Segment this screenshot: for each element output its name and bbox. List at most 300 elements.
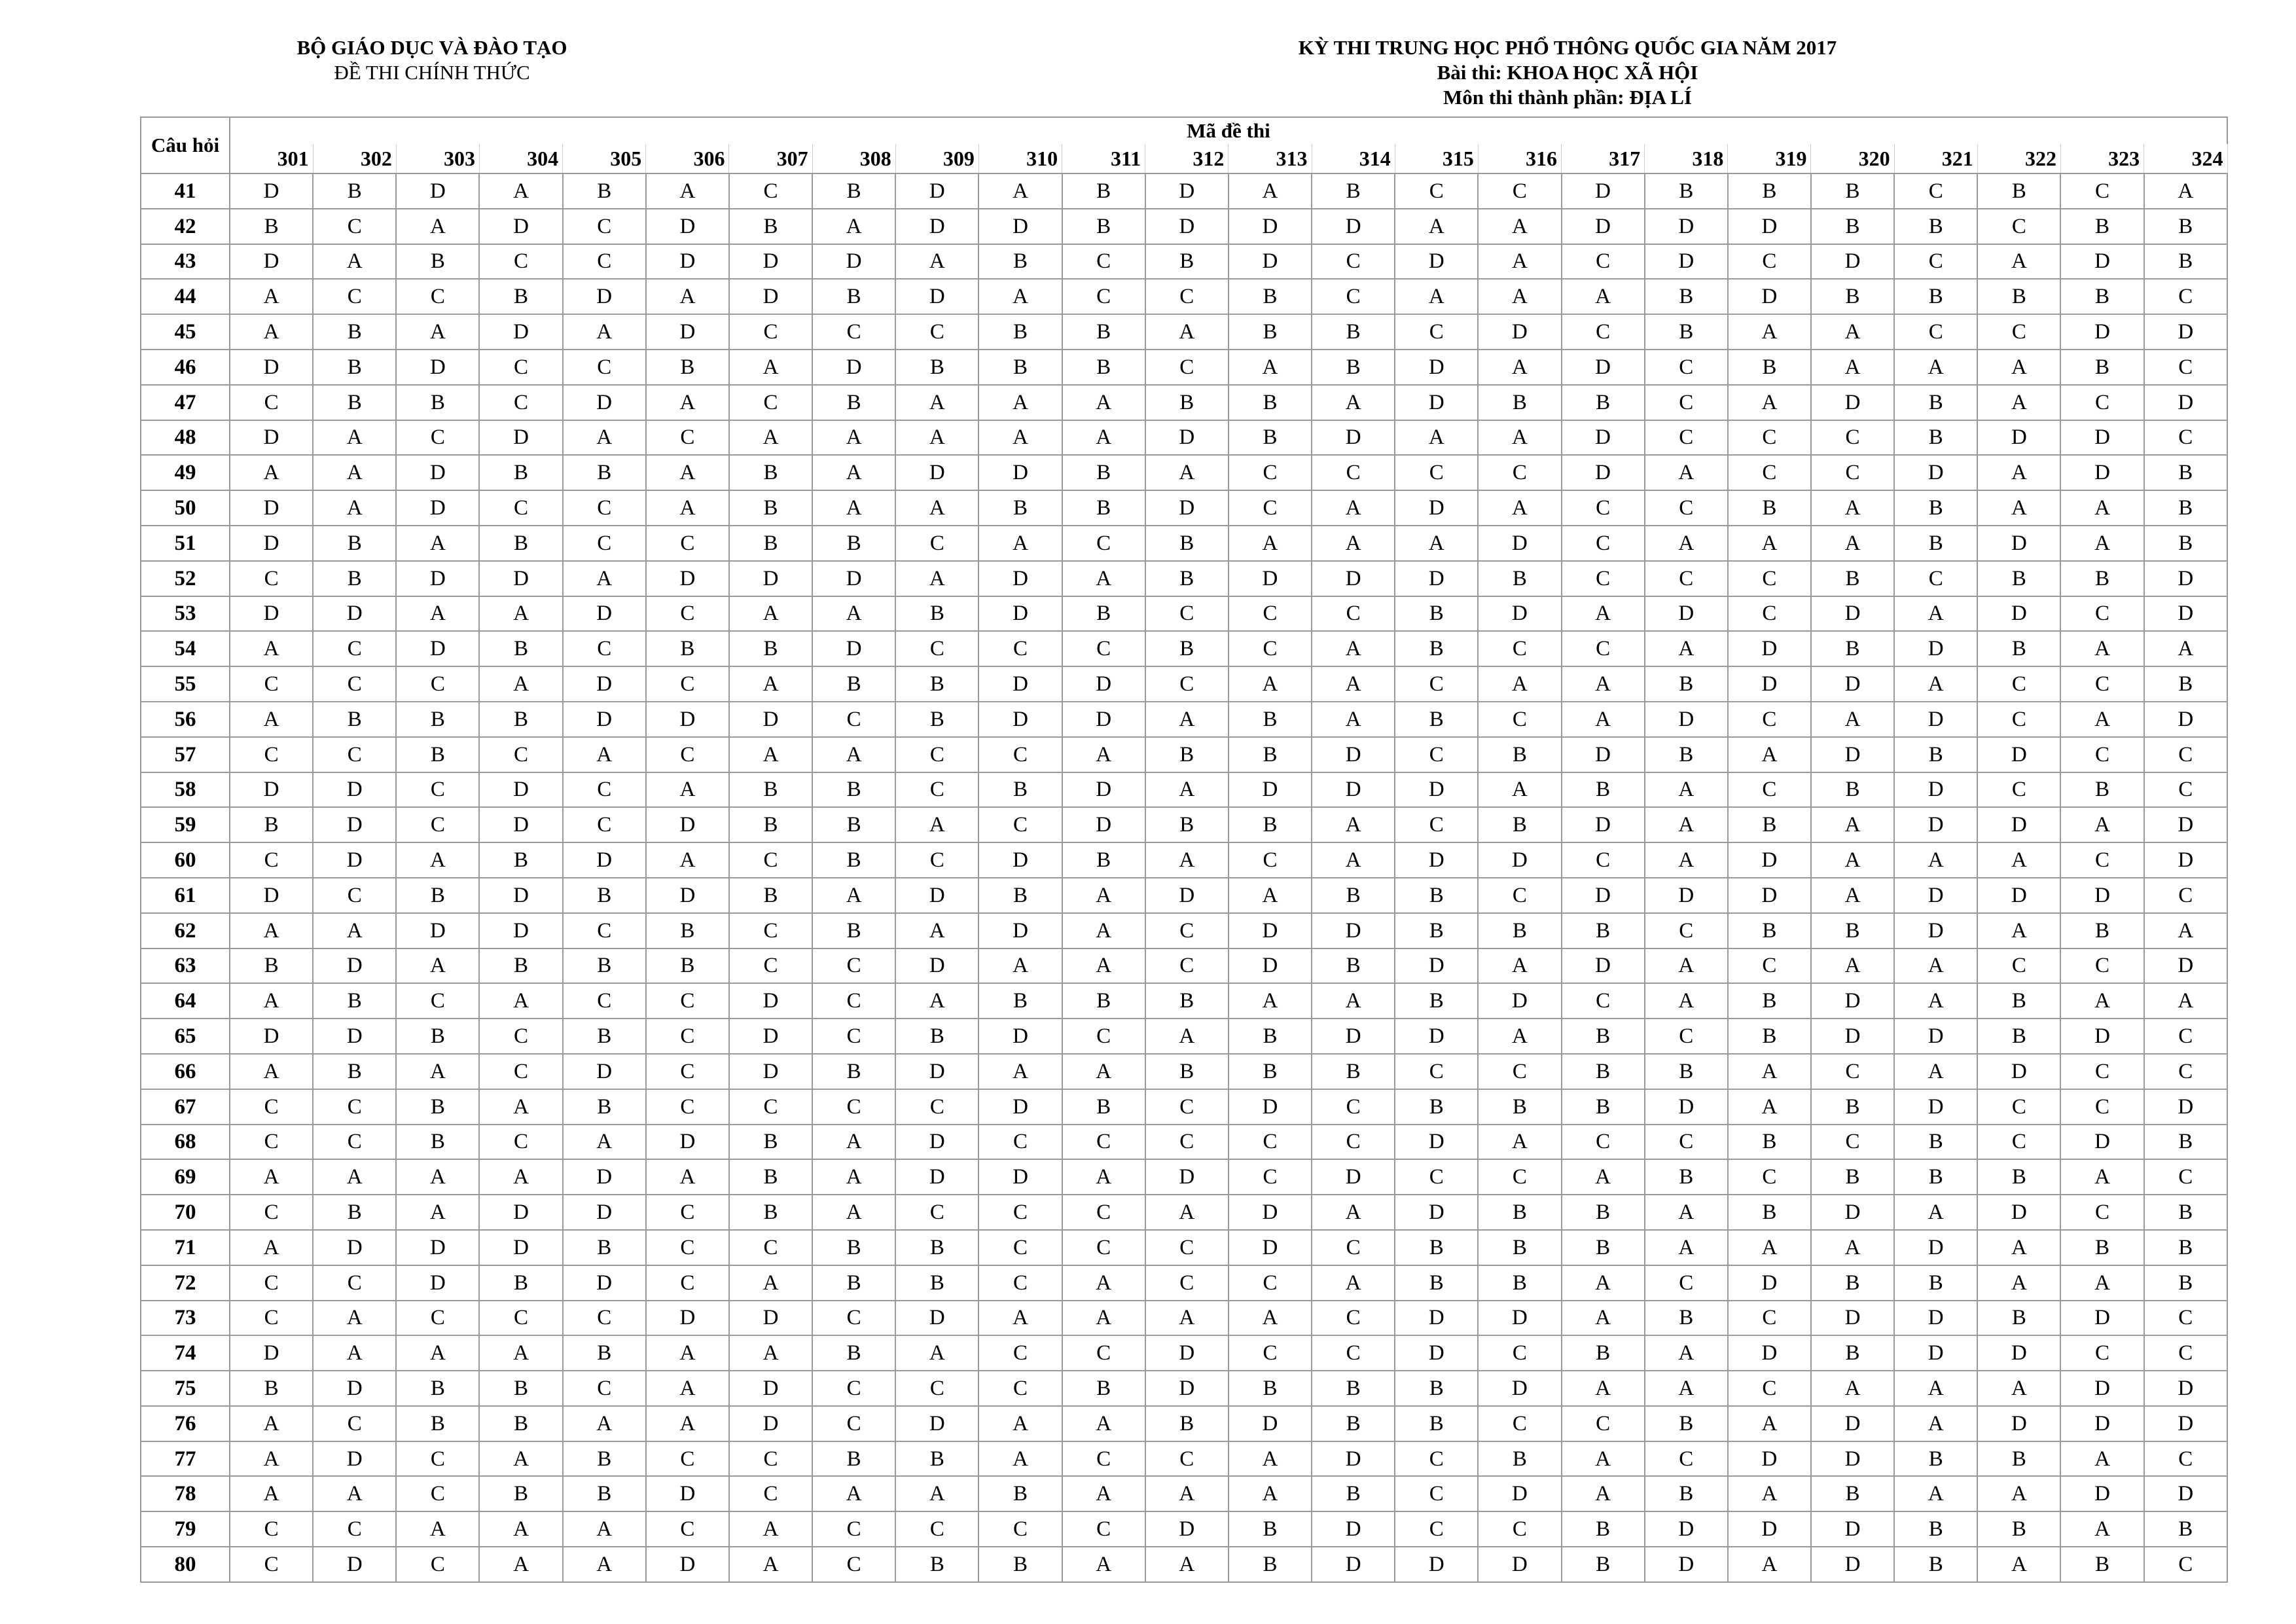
answer-cell: B — [1645, 1406, 1728, 1441]
exam-code-cell: 315 — [1395, 144, 1478, 173]
answer-cell: A — [313, 913, 396, 948]
answer-cell: B — [978, 1476, 1062, 1511]
answer-cell: D — [1811, 1195, 1894, 1230]
answer-cell: C — [646, 1230, 729, 1265]
table-row — [141, 455, 2227, 490]
answer-cell: B — [479, 948, 562, 984]
answer-cell: A — [1645, 455, 1728, 490]
answer-cell: B — [1229, 737, 1312, 772]
answer-cell: C — [1645, 490, 1728, 526]
answer-cell: C — [812, 1019, 895, 1054]
answer-cell: B — [563, 878, 646, 913]
answer-cell: A — [1562, 702, 1645, 737]
table-row — [141, 1019, 2227, 1054]
answer-cell: C — [646, 1019, 729, 1054]
answer-cell: C — [1645, 1125, 1728, 1160]
answer-cell: D — [1229, 244, 1312, 280]
answer-cell: D — [1728, 878, 1811, 913]
answer-cell: A — [1645, 948, 1728, 984]
answer-cell: D — [1645, 1511, 1728, 1547]
answer-cell: D — [1977, 1054, 2060, 1089]
answer-cell: D — [313, 842, 396, 878]
answer-cell: A — [1395, 526, 1478, 561]
answer-cell: D — [1395, 1125, 1478, 1160]
answer-cell: A — [812, 1195, 895, 1230]
answer-cell: C — [1728, 244, 1811, 280]
answer-cell: B — [1894, 526, 1977, 561]
answer-cell: C — [1395, 807, 1478, 842]
answer-cell: C — [1728, 420, 1811, 456]
answer-cell: D — [563, 1159, 646, 1195]
answer-cell: A — [1977, 244, 2060, 280]
question-number: 65 — [141, 1019, 230, 1054]
exam-code-cell: 310 — [978, 144, 1062, 173]
answer-cell: C — [313, 737, 396, 772]
table-row — [141, 526, 2227, 561]
answer-cell: C — [729, 842, 812, 878]
answer-cell: D — [646, 702, 729, 737]
answer-cell: C — [2144, 1547, 2227, 1582]
answer-cell: C — [563, 490, 646, 526]
answer-cell: D — [396, 173, 479, 209]
answer-cell: D — [1894, 878, 1977, 913]
answer-cell: C — [1478, 1054, 1561, 1089]
answer-cell: C — [563, 350, 646, 385]
answer-cell: C — [1229, 596, 1312, 632]
answer-cell: D — [563, 842, 646, 878]
answer-cell: D — [1478, 526, 1561, 561]
answer-cell: B — [812, 1265, 895, 1301]
answer-cell: C — [646, 420, 729, 456]
answer-cell: D — [978, 561, 1062, 596]
answer-cell: C — [396, 420, 479, 456]
answer-cell: B — [1062, 1089, 1145, 1125]
answer-cell: B — [479, 1476, 562, 1511]
answer-cell: C — [563, 631, 646, 666]
answer-cell: C — [978, 737, 1062, 772]
answer-cell: A — [1562, 1301, 1645, 1336]
answer-cell: B — [2144, 209, 2227, 244]
answer-cell: D — [1562, 350, 1645, 385]
answer-cell: A — [313, 1159, 396, 1195]
answer-cell: B — [313, 1195, 396, 1230]
answer-cell: A — [479, 666, 562, 702]
answer-cell: D — [1811, 596, 1894, 632]
answer-cell: D — [895, 1301, 978, 1336]
answer-cell: C — [1728, 948, 1811, 984]
answer-cell: B — [978, 490, 1062, 526]
answer-cell: D — [1977, 1335, 2060, 1371]
answer-cell: A — [396, 596, 479, 632]
answer-cell: B — [729, 772, 812, 808]
answer-cell: C — [1395, 1441, 1478, 1477]
answer-cell: B — [2144, 526, 2227, 561]
question-number: 75 — [141, 1371, 230, 1406]
answer-cell: B — [1145, 1054, 1229, 1089]
answer-cell: B — [1062, 209, 1145, 244]
answer-cell: D — [2060, 455, 2144, 490]
answer-cell: C — [1645, 385, 1728, 420]
answer-cell: C — [313, 1125, 396, 1160]
answer-cell: B — [563, 1089, 646, 1125]
answer-cell: D — [1312, 1511, 1395, 1547]
answer-cell: A — [230, 1159, 313, 1195]
answer-cell: B — [479, 631, 562, 666]
answer-cell: A — [1645, 526, 1728, 561]
answer-cell: A — [1062, 948, 1145, 984]
answer-cell: D — [1811, 1019, 1894, 1054]
answer-cell: D — [729, 1406, 812, 1441]
exam-code-cell: 311 — [1062, 144, 1145, 173]
answer-cell: C — [978, 1335, 1062, 1371]
answer-cell: A — [1478, 279, 1561, 314]
answer-cell: B — [729, 526, 812, 561]
answer-cell: B — [313, 173, 396, 209]
table-row — [141, 279, 2227, 314]
answer-cell: B — [1977, 1159, 2060, 1195]
answer-cell: D — [1395, 1547, 1478, 1582]
answer-cell: B — [895, 702, 978, 737]
answer-cell: B — [729, 878, 812, 913]
answer-cell: A — [895, 983, 978, 1019]
answer-cell: C — [1062, 1230, 1145, 1265]
answer-cell: C — [563, 983, 646, 1019]
answer-cell: A — [812, 420, 895, 456]
answer-cell: B — [1229, 702, 1312, 737]
answer-cell: A — [978, 526, 1062, 561]
question-number: 70 — [141, 1195, 230, 1230]
answer-cell: A — [1062, 561, 1145, 596]
answer-cell: B — [812, 1335, 895, 1371]
answer-cell: D — [1645, 209, 1728, 244]
answer-cell: B — [313, 385, 396, 420]
subject-name: Môn thi thành phần: ĐỊA LÍ — [1443, 86, 1692, 109]
answer-cell: A — [230, 279, 313, 314]
exam-code-cell: 318 — [1645, 144, 1728, 173]
answer-cell: D — [2060, 244, 2144, 280]
answer-cell: A — [1894, 1054, 1977, 1089]
answer-cell: D — [1395, 1335, 1478, 1371]
answer-cell: A — [2060, 807, 2144, 842]
answer-cell: D — [1312, 1547, 1395, 1582]
answer-cell: C — [1728, 596, 1811, 632]
answer-cell: B — [1894, 1441, 1977, 1477]
answer-cell: D — [895, 1125, 978, 1160]
answer-cell: C — [1145, 1230, 1229, 1265]
answer-cell: C — [2144, 1159, 2227, 1195]
answer-cell: C — [978, 1195, 1062, 1230]
answer-cell: B — [812, 842, 895, 878]
answer-cell: B — [812, 666, 895, 702]
answer-cell: C — [1478, 1406, 1561, 1441]
answer-cell: A — [729, 737, 812, 772]
answer-cell: A — [1062, 1159, 1145, 1195]
answer-cell: B — [1894, 1125, 1977, 1160]
question-number: 67 — [141, 1089, 230, 1125]
exam-code-cell: 319 — [1728, 144, 1811, 173]
answer-cell: D — [479, 878, 562, 913]
answer-cell: B — [812, 173, 895, 209]
answer-cell: B — [1312, 1476, 1395, 1511]
answer-cell: D — [1728, 666, 1811, 702]
answer-cell: A — [396, 1335, 479, 1371]
answer-cell: A — [396, 842, 479, 878]
answer-cell: B — [812, 913, 895, 948]
answer-cell: C — [1977, 209, 2060, 244]
answer-cell: D — [978, 666, 1062, 702]
answer-cell: A — [729, 420, 812, 456]
answer-cell: D — [895, 209, 978, 244]
answer-cell: C — [1977, 314, 2060, 350]
answer-cell: B — [895, 666, 978, 702]
answer-cell: D — [1977, 1195, 2060, 1230]
answer-cell: A — [729, 1265, 812, 1301]
answer-cell: D — [313, 807, 396, 842]
answer-cell: C — [729, 385, 812, 420]
answer-cell: B — [1478, 385, 1561, 420]
answer-cell: A — [1811, 526, 1894, 561]
answer-cell: B — [1312, 1406, 1395, 1441]
answer-cell: B — [1478, 913, 1561, 948]
answer-cell: B — [230, 948, 313, 984]
answer-cell: B — [1312, 1054, 1395, 1089]
exam-code-cell: 317 — [1562, 144, 1645, 173]
answer-cell: C — [812, 948, 895, 984]
answer-cell: B — [1395, 1089, 1478, 1125]
answer-cell: C — [812, 314, 895, 350]
answer-cell: C — [1977, 702, 2060, 737]
exam-code-header: Mã đề thi — [230, 117, 2227, 144]
table-row — [141, 490, 2227, 526]
answer-cell: A — [1312, 842, 1395, 878]
answer-cell: C — [479, 1301, 562, 1336]
answer-cell: C — [1229, 1335, 1312, 1371]
answer-cell: A — [396, 314, 479, 350]
answer-cell: B — [2144, 1195, 2227, 1230]
answer-cell: B — [396, 1406, 479, 1441]
answer-cell: C — [2060, 842, 2144, 878]
answer-cell: A — [1728, 1054, 1811, 1089]
answer-cell: C — [2060, 1054, 2144, 1089]
answer-cell: A — [396, 1159, 479, 1195]
answer-cell: D — [1312, 1019, 1395, 1054]
answer-cell: D — [1977, 737, 2060, 772]
exam-code-cell: 308 — [812, 144, 895, 173]
answer-cell: A — [396, 526, 479, 561]
question-number: 47 — [141, 385, 230, 420]
answer-cell: D — [313, 1019, 396, 1054]
answer-cell: B — [1145, 983, 1229, 1019]
answer-cell: C — [563, 807, 646, 842]
answer-cell: D — [1811, 1406, 1894, 1441]
answer-cell: B — [1229, 314, 1312, 350]
answer-cell: D — [978, 1089, 1062, 1125]
answer-cell: C — [646, 1089, 729, 1125]
answer-body — [141, 173, 2227, 1582]
exam-code-cell: 304 — [479, 144, 562, 173]
answer-cell: D — [313, 1441, 396, 1477]
answer-cell: C — [1811, 455, 1894, 490]
answer-cell: B — [1062, 596, 1145, 632]
answer-cell: B — [1478, 1195, 1561, 1230]
question-number: 63 — [141, 948, 230, 984]
answer-cell: A — [1562, 596, 1645, 632]
answer-cell: C — [978, 1371, 1062, 1406]
answer-cell: B — [1645, 173, 1728, 209]
question-number: 55 — [141, 666, 230, 702]
answer-cell: C — [646, 1511, 729, 1547]
answer-cell: D — [1562, 948, 1645, 984]
answer-cell: D — [1062, 772, 1145, 808]
answer-cell: D — [646, 209, 729, 244]
answer-cell: C — [1645, 350, 1728, 385]
answer-cell: A — [1811, 702, 1894, 737]
answer-cell: B — [1145, 526, 1229, 561]
answer-cell: C — [1977, 1089, 2060, 1125]
answer-cell: A — [396, 1054, 479, 1089]
answer-cell: B — [812, 807, 895, 842]
exam-code-cell: 307 — [729, 144, 812, 173]
answer-cell: C — [2144, 1441, 2227, 1477]
answer-cell: C — [230, 842, 313, 878]
answer-cell: C — [313, 1089, 396, 1125]
answer-cell: A — [1977, 455, 2060, 490]
answer-cell: B — [313, 526, 396, 561]
answer-cell: B — [978, 350, 1062, 385]
answer-cell: A — [978, 1441, 1062, 1477]
answer-cell: A — [812, 490, 895, 526]
answer-cell: A — [1062, 1301, 1145, 1336]
answer-cell: A — [1478, 772, 1561, 808]
answer-cell: A — [1645, 631, 1728, 666]
answer-cell: C — [563, 244, 646, 280]
answer-cell: B — [1229, 1371, 1312, 1406]
answer-cell: B — [1728, 1019, 1811, 1054]
answer-cell: D — [1229, 772, 1312, 808]
exam-title-block — [1191, 35, 1944, 110]
answer-cell: D — [1312, 1159, 1395, 1195]
answer-cell: C — [1395, 666, 1478, 702]
answer-cell: D — [895, 1159, 978, 1195]
answer-cell: A — [2060, 1265, 2144, 1301]
answer-cell: B — [2060, 350, 2144, 385]
answer-cell: C — [895, 526, 978, 561]
answer-cell: D — [1478, 842, 1561, 878]
answer-cell: B — [1229, 279, 1312, 314]
answer-cell: B — [563, 1230, 646, 1265]
answer-cell: B — [479, 1265, 562, 1301]
answer-cell: B — [1229, 1054, 1312, 1089]
answer-cell: D — [1478, 1547, 1561, 1582]
answer-cell: B — [1395, 702, 1478, 737]
answer-cell: D — [1312, 913, 1395, 948]
answer-cell: A — [396, 209, 479, 244]
exam-code-cell: 309 — [895, 144, 978, 173]
question-number: 50 — [141, 490, 230, 526]
answer-cell: D — [729, 279, 812, 314]
answer-cell: A — [729, 596, 812, 632]
answer-cell: B — [1977, 631, 2060, 666]
answer-cell: C — [1478, 1335, 1561, 1371]
question-number: 56 — [141, 702, 230, 737]
answer-cell: A — [812, 1476, 895, 1511]
answer-cell: C — [1062, 631, 1145, 666]
answer-cell: D — [646, 1476, 729, 1511]
answer-cell: A — [1062, 1476, 1145, 1511]
answer-cell: D — [313, 948, 396, 984]
answer-cell: C — [1728, 1371, 1811, 1406]
table-row — [141, 1054, 2227, 1089]
table-row — [141, 1125, 2227, 1160]
answer-cell: C — [2060, 385, 2144, 420]
answer-cell: C — [1562, 490, 1645, 526]
answer-cell: A — [1645, 983, 1728, 1019]
answer-cell: C — [895, 737, 978, 772]
answer-cell: C — [479, 490, 562, 526]
answer-cell: A — [1312, 702, 1395, 737]
answer-cell: C — [2144, 1019, 2227, 1054]
answer-cell: C — [1312, 1089, 1395, 1125]
answer-cell: C — [1229, 631, 1312, 666]
answer-cell: B — [1562, 1089, 1645, 1125]
answer-cell: C — [1977, 666, 2060, 702]
answer-cell: B — [729, 1159, 812, 1195]
answer-cell: A — [1478, 666, 1561, 702]
question-number: 42 — [141, 209, 230, 244]
answer-cell: A — [1977, 385, 2060, 420]
answer-cell: C — [563, 913, 646, 948]
answer-cell: B — [1395, 1265, 1478, 1301]
answer-cell: D — [1894, 1019, 1977, 1054]
answer-cell: D — [563, 666, 646, 702]
answer-cell: B — [1562, 1547, 1645, 1582]
answer-cell: C — [1395, 1511, 1478, 1547]
answer-cell: C — [1478, 455, 1561, 490]
answer-cell: C — [1728, 455, 1811, 490]
table-row — [141, 807, 2227, 842]
answer-cell: B — [1145, 631, 1229, 666]
exam-status: ĐỀ THI CHÍNH THỨC — [334, 61, 530, 84]
table-row — [141, 737, 2227, 772]
answer-cell: D — [1145, 1371, 1229, 1406]
answer-cell: C — [1894, 561, 1977, 596]
answer-cell: B — [1811, 1335, 1894, 1371]
answer-cell: B — [396, 1125, 479, 1160]
answer-cell: C — [729, 913, 812, 948]
answer-cell: B — [1478, 1230, 1561, 1265]
answer-cell: A — [1312, 983, 1395, 1019]
answer-cell: B — [1395, 631, 1478, 666]
table-row — [141, 209, 2227, 244]
answer-cell: B — [479, 1371, 562, 1406]
exam-code-cell: 305 — [563, 144, 646, 173]
answer-cell: C — [396, 1441, 479, 1477]
answer-cell: C — [646, 1195, 729, 1230]
answer-cell: A — [563, 1125, 646, 1160]
answer-cell: D — [1395, 842, 1478, 878]
table-row — [141, 1441, 2227, 1477]
answer-cell: C — [1145, 913, 1229, 948]
table-row — [141, 1301, 2227, 1336]
table-row — [141, 561, 2227, 596]
answer-cell: A — [1145, 314, 1229, 350]
answer-cell: B — [729, 807, 812, 842]
answer-cell: D — [313, 1547, 396, 1582]
answer-cell: C — [1562, 983, 1645, 1019]
answer-cell: A — [1977, 842, 2060, 878]
exam-code-cell: 301 — [230, 144, 313, 173]
answer-cell: C — [812, 1371, 895, 1406]
